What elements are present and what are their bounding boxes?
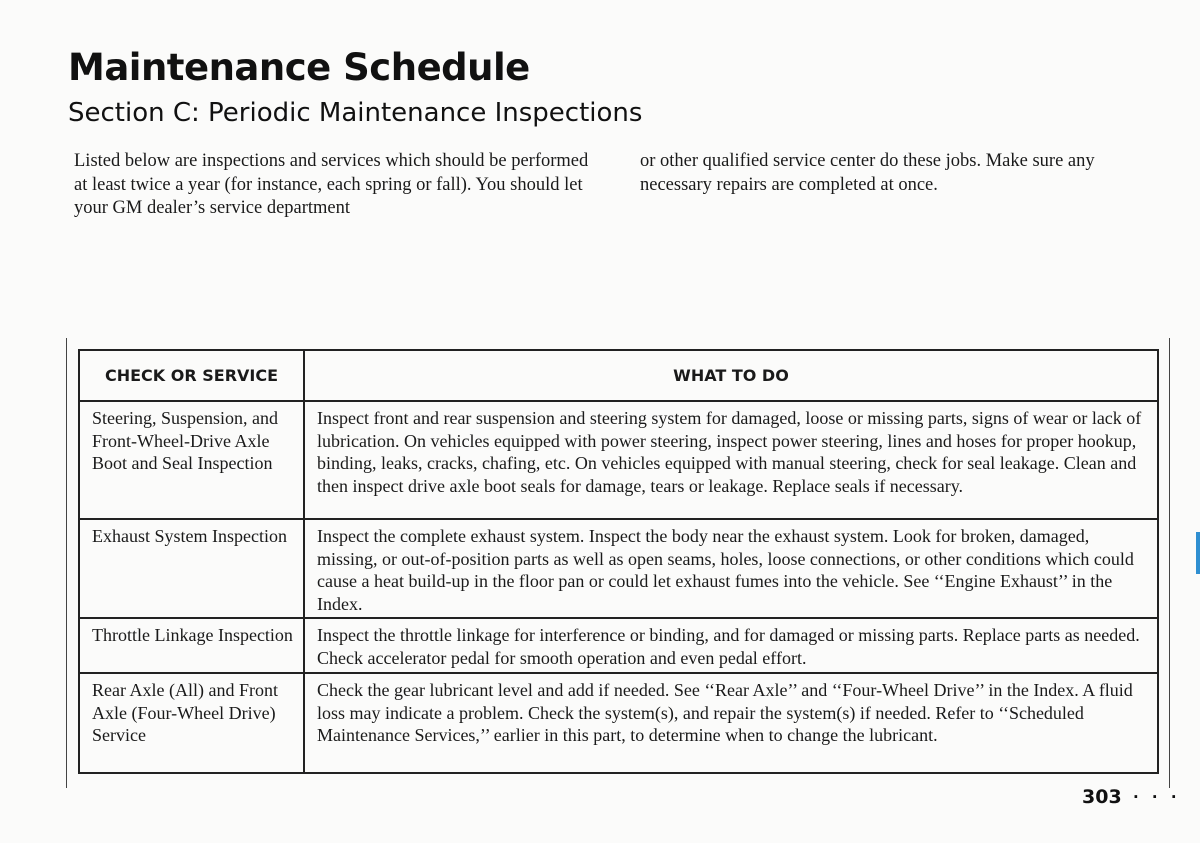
table-row — [79, 618, 1158, 673]
row-todo-throttle: Inspect the throttle linkage for interference or binding, and for damaged or missing parts. Replace parts as needed. Check accelerator pedal for smooth operation and even pedal effort. — [304, 618, 1158, 673]
page-number: 303 — [1082, 786, 1122, 808]
row-todo-axle: Check the gear lubricant level and add if needed. See ‘‘Rear Axle’’ and ‘‘Four-Wheel Drive’’ in the Index. A fluid loss may indicate a problem. Check the system(s), and repair the system(s) if needed. Refer to ‘‘Scheduled Maintenance Services,’’ earlier in this part, to determine when to change the lubricant. — [304, 673, 1158, 773]
left-margin-rule — [66, 338, 67, 788]
table-header-row — [79, 350, 1158, 401]
intro-text-left: Listed below are inspections and services which should be performed at least twice a year (for instance, each spring or fall). You should let your GM dealer’s service department — [74, 151, 589, 218]
table-row — [79, 673, 1158, 773]
row-todo-steering: Inspect front and rear suspension and steering system for damaged, loose or missing parts, signs of wear or lack of lubrication. On vehicles equipped with power steering, inspect power steering, lines and hoses for proper hookup, binding, leaks, cracks, chafing, etc. On vehicles equipped with manual steering, check for seal leakage. Clean and then inspect drive axle boot seals for damage, tears or leakage. Replace seals if necessary. — [304, 401, 1158, 519]
table-row — [79, 401, 1158, 519]
row-item-exhaust: Exhaust System Inspection — [79, 519, 304, 618]
header-what-to-do: WHAT TO DO — [304, 350, 1158, 401]
right-margin-rule — [1169, 338, 1170, 788]
table-row — [79, 519, 1158, 618]
row-todo-exhaust: Inspect the complete exhaust system. Inspect the body near the exhaust system. Look for broken, damaged, missing, or out-of-position parts as well as open seams, holes, loose connections, or other conditions which could cause a heat build-up in the floor pan or could let exhaust fumes into the vehicle. See ‘‘Engine Exhaust’’ in the Index. — [304, 519, 1158, 618]
row-item-steering: Steering, Suspension, and Front-Wheel-Drive Axle Boot and Seal Inspection — [79, 401, 304, 519]
row-item-throttle: Throttle Linkage Inspection — [79, 618, 304, 673]
section-tab-marker — [1196, 532, 1200, 574]
row-item-axle: Rear Axle (All) and Front Axle (Four-Wheel Drive) Service — [79, 673, 304, 773]
page-continuation-dots: · · · — [1133, 788, 1181, 806]
maintenance-table — [78, 349, 1159, 774]
page-title: Maintenance Schedule — [68, 46, 530, 89]
section-subtitle: Section C: Periodic Maintenance Inspections — [68, 98, 643, 128]
header-check-or-service: CHECK OR SERVICE — [79, 350, 304, 401]
intro-text-right: or other qualified service center do these jobs. Make sure any necessary repairs are completed at once. — [640, 151, 1095, 195]
